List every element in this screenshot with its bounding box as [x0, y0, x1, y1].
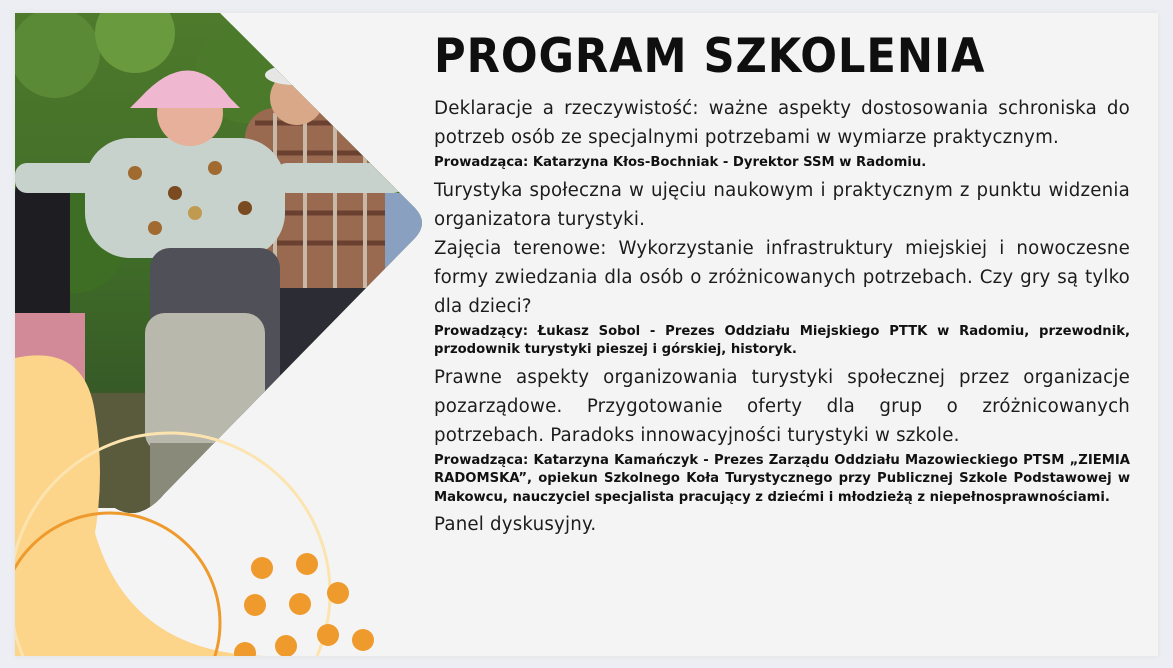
program-topic-2: Turystyka społeczna w ujęciu naukowym i praktycznym z punktu widzenia organizatora turystyki. — [434, 179, 1130, 230]
program-lead-3: Prowadzący: Łukasz Sobol - Prezes Oddziału Miejskiego PTTK w Radomiu, przewodnik, przodownik turystyki pieszej i górskiej, historyk. — [434, 323, 1130, 357]
program-topic-4: Prawne aspekty organizowania turystyki społecznej przez organizacje pozarządowe. Przygotowanie oferty dla grup o zróżnicowanych potrzebach. Paradoks innowacyjności turystyki w szkole. — [434, 366, 1130, 446]
program-title: PROGRAM SZKOLENIA — [434, 29, 986, 84]
program-lead-1: Prowadząca: Katarzyna Kłos-Bochniak - Dyrektor SSM w Radomiu. — [434, 155, 927, 170]
program-topic-5: Panel dyskusyjny. — [434, 514, 597, 535]
hikers-photo — [15, 13, 435, 656]
program-topic-1: Deklaracje a rzeczywistość: ważne aspekty dostosowania schroniska do potrzeb osób ze specjalnymi potrzebami w wymiarze praktycznym. — [434, 98, 1130, 148]
program-lead-4: Prowadząca: Katarzyna Kamańczyk - Prezes Zarządu Oddziału Mazowieckiego PTSM „ZIEMIA RADOMSKA”, opiekun Szkolnego Koła Turystycznego przy Publicznej Szkole Podstawowej w Makowcu, nauczyciel specjalista pracujący z dziećmi i młodzieżą z niepełnosprawnościami. — [434, 452, 1130, 505]
program-content — [434, 31, 1130, 539]
program-card — [15, 13, 1158, 656]
program-topic-3: Zajęcia terenowe: Wykorzystanie infrastruktury miejskiej i nowoczesne formy zwiedzania dla osób o zróżnicowanych potrzebach. Czy gry są tylko dla dzieci? — [434, 237, 1130, 317]
